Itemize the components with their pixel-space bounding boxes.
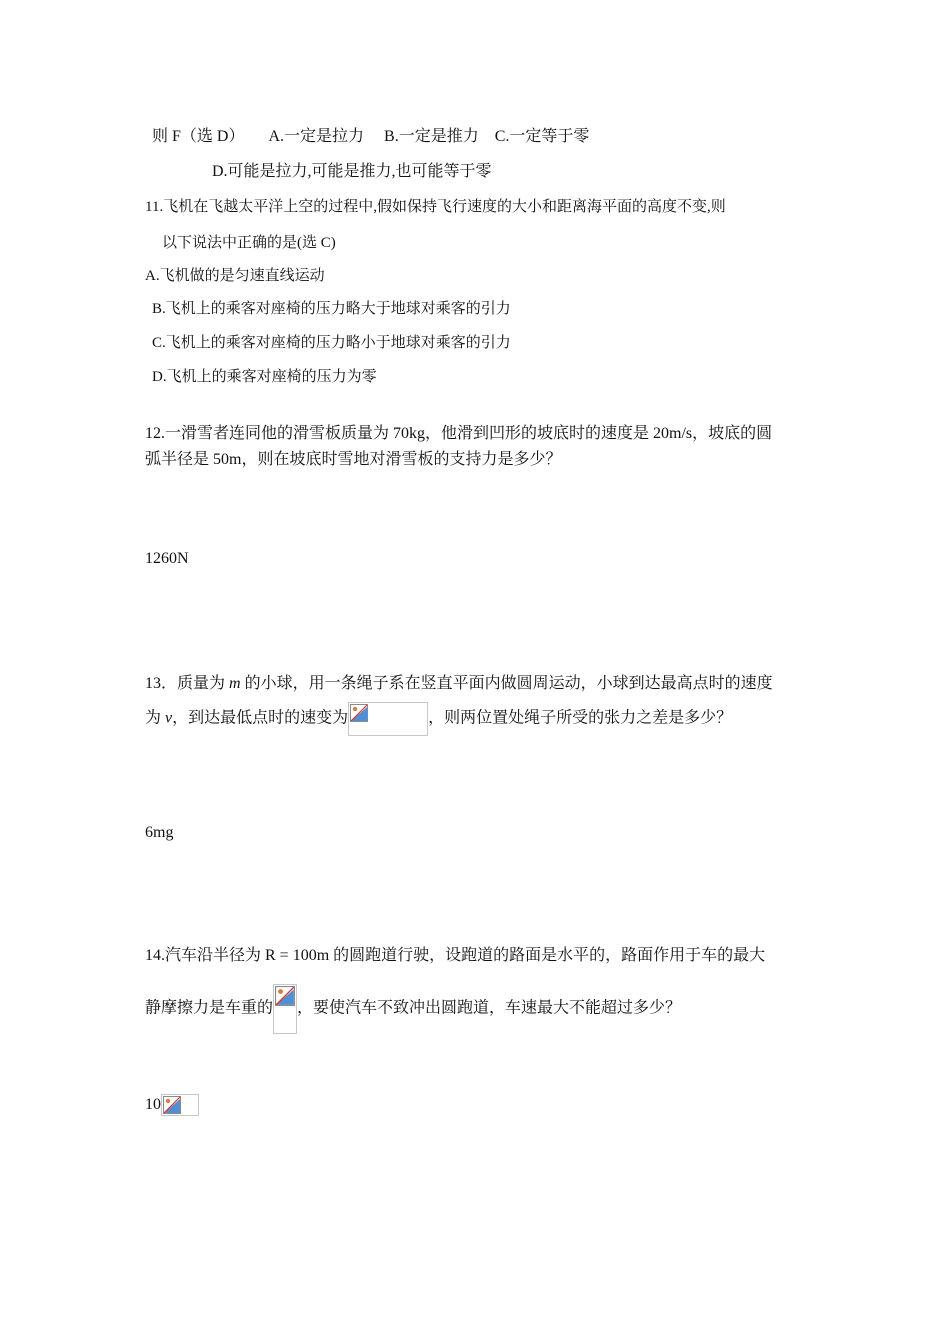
q11-option-a: A.飞机做的是匀速直线运动 xyxy=(145,268,325,284)
q13-stem-line-2: 为 v，到达最低点时的速变为 ，则两位置处绳子所受的张力之差是多少？ xyxy=(145,702,732,736)
q13-stem-line-1: 13．质量为 m 的小球，用一条绳子系在竖直平面内做圆周运动，小球到达最高点时的速度 xyxy=(145,675,773,692)
q10-lead: 则 F（选 D） xyxy=(152,128,245,145)
q10-option-a: A.一定是拉力 xyxy=(268,128,365,145)
q10-options-line xyxy=(152,126,589,148)
q11-option-c: C.飞机上的乘客对座椅的压力略小于地球对乘客的引力 xyxy=(152,335,511,351)
q14-answer-line xyxy=(145,1094,199,1116)
q10-option-b: B.一定是推力 xyxy=(384,128,479,145)
q14-stem-line-1: 14.汽车沿半径为 R = 100m 的圆跑道行驶，设跑道的路面是水平的，路面作用于车的最大 xyxy=(145,947,766,964)
q10-option-d: D.可能是拉力,可能是推力,也可能等于零 xyxy=(212,163,492,180)
q14-stem-line-2: 静摩擦力是车重的 ，要使汽车不致冲出圆跑道，车速最大不能超过多少？ xyxy=(145,984,681,1034)
q11-stem-line-1: 11.飞机在飞越太平洋上空的过程中,假如保持飞行速度的大小和距离海平面的高度不变,则 xyxy=(145,199,726,215)
broken-image-icon xyxy=(161,1094,199,1116)
q13-answer: 6mg xyxy=(145,824,174,841)
q11-stem-line-2: 以下说法中正确的是(选 C) xyxy=(162,235,336,251)
q14-answer: 10 xyxy=(145,1096,161,1113)
q11-option-b: B.飞机上的乘客对座椅的压力略大于地球对乘客的引力 xyxy=(152,301,511,317)
broken-image-icon xyxy=(273,984,297,1034)
q13-var-m: m xyxy=(229,675,241,692)
broken-image-icon xyxy=(348,702,428,736)
q11-option-d: D.飞机上的乘客对座椅的压力为零 xyxy=(152,369,377,385)
q10-option-c: C.一定等于零 xyxy=(494,128,590,145)
q12-answer: 1260N xyxy=(145,550,189,567)
q12-stem-line-2: 弧半径是 50m，则在坡底时雪地对滑雪板的支持力是多少？ xyxy=(145,451,562,468)
q12-stem-line-1: 12.一滑雪者连同他的滑雪板质量为 70kg，他滑到凹形的坡底时的速度是 20m/s，坡底的圆 xyxy=(145,425,773,442)
q13-var-v: v xyxy=(165,709,173,727)
